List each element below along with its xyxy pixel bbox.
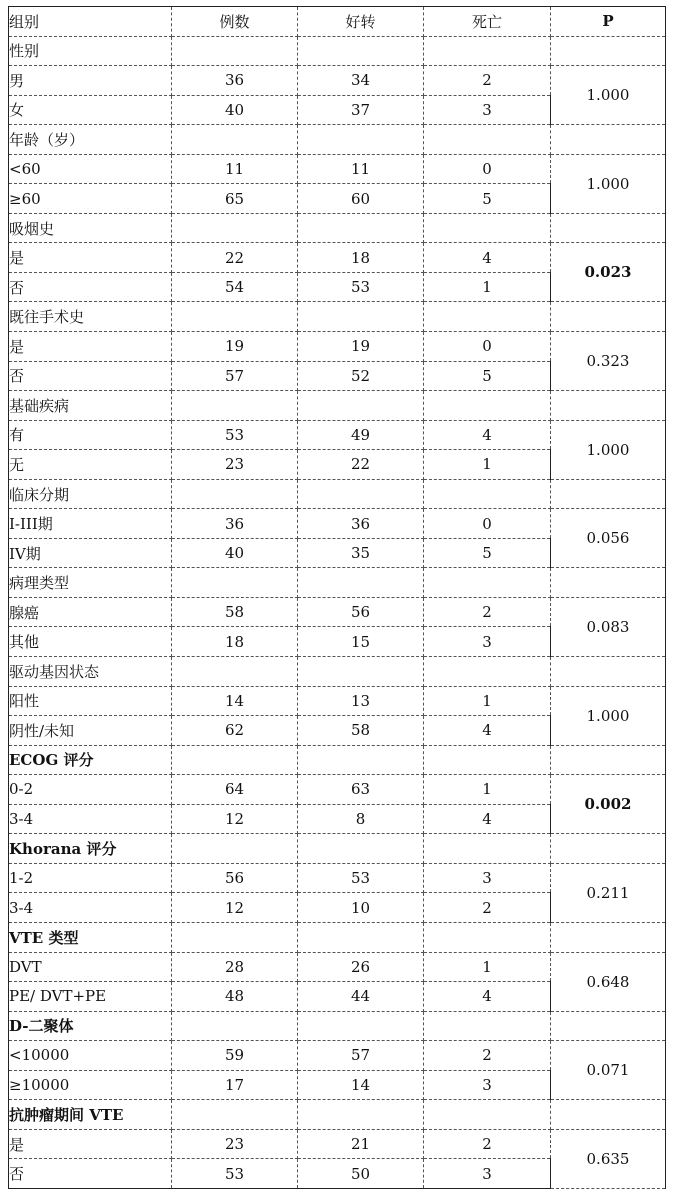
improved-cell: 22 [298, 450, 424, 480]
died-cell: 2 [424, 893, 551, 923]
subgroup-label: 3-4 [9, 804, 172, 834]
improved-cell: 34 [298, 66, 424, 96]
empty-cell [172, 213, 298, 243]
died-cell: 3 [424, 863, 551, 893]
empty-cell [298, 213, 424, 243]
died-cell: 5 [424, 361, 551, 391]
p-value: 0.635 [551, 1129, 666, 1188]
subgroup-label: 否 [9, 1159, 172, 1189]
cases-cell: 64 [172, 775, 298, 805]
header-died: 死亡 [424, 7, 551, 37]
cases-cell: 62 [172, 716, 298, 746]
category-row [9, 391, 666, 421]
died-cell: 2 [424, 66, 551, 96]
died-cell: 3 [424, 1070, 551, 1100]
cases-cell: 53 [172, 1159, 298, 1189]
cases-cell: 40 [172, 538, 298, 568]
p-value: 0.323 [551, 332, 666, 391]
category-row [9, 213, 666, 243]
category-row [9, 302, 666, 332]
p-value: 1.000 [551, 686, 666, 745]
subgroup-label: 是 [9, 1129, 172, 1159]
table-row [9, 597, 666, 627]
subgroup-label: 有 [9, 420, 172, 450]
subgroup-label: 腺癌 [9, 597, 172, 627]
empty-cell [424, 125, 551, 155]
empty-cell [424, 657, 551, 687]
table-row [9, 243, 666, 273]
subgroup-label: ≥10000 [9, 1070, 172, 1100]
category-label: ECOG 评分 [9, 745, 172, 775]
table-row [9, 863, 666, 893]
empty-cell [424, 922, 551, 952]
empty-cell [551, 36, 666, 66]
category-label: VTE 类型 [9, 922, 172, 952]
subgroup-label: 女 [9, 95, 172, 125]
p-value: 0.211 [551, 863, 666, 922]
subgroup-label: 1-2 [9, 863, 172, 893]
empty-cell [424, 36, 551, 66]
improved-cell: 11 [298, 154, 424, 184]
died-cell: 4 [424, 804, 551, 834]
category-row [9, 834, 666, 864]
table-row [9, 154, 666, 184]
empty-cell [424, 568, 551, 598]
died-cell: 3 [424, 95, 551, 125]
died-cell: 1 [424, 272, 551, 302]
category-label: 性别 [9, 36, 172, 66]
cases-cell: 53 [172, 420, 298, 450]
cases-cell: 18 [172, 627, 298, 657]
category-label: 病理类型 [9, 568, 172, 598]
empty-cell [172, 479, 298, 509]
empty-cell [551, 125, 666, 155]
cases-cell: 57 [172, 361, 298, 391]
improved-cell: 35 [298, 538, 424, 568]
category-label: 抗肿瘤期间 VTE [9, 1100, 172, 1130]
died-cell: 2 [424, 1129, 551, 1159]
p-value: 0.002 [551, 775, 666, 834]
empty-cell [298, 745, 424, 775]
empty-cell [172, 1100, 298, 1130]
subgroup-label: PE/ DVT+PE [9, 982, 172, 1012]
category-label: D-二聚体 [9, 1011, 172, 1041]
died-cell: 3 [424, 1159, 551, 1189]
died-cell: 0 [424, 154, 551, 184]
category-row [9, 36, 666, 66]
category-row [9, 1011, 666, 1041]
died-cell: 4 [424, 982, 551, 1012]
empty-cell [172, 745, 298, 775]
category-label: Khorana 评分 [9, 834, 172, 864]
header-group: 组别 [9, 7, 172, 37]
died-cell: 1 [424, 686, 551, 716]
header-p: P [551, 7, 666, 37]
empty-cell [551, 479, 666, 509]
results-table [8, 6, 666, 1189]
empty-cell [172, 568, 298, 598]
empty-cell [172, 834, 298, 864]
empty-cell [424, 479, 551, 509]
died-cell: 3 [424, 627, 551, 657]
subgroup-label: 0-2 [9, 775, 172, 805]
subgroup-label: IV期 [9, 538, 172, 568]
cases-cell: 23 [172, 1129, 298, 1159]
table-row [9, 775, 666, 805]
empty-cell [551, 568, 666, 598]
subgroup-label: 阴性/未知 [9, 716, 172, 746]
empty-cell [551, 657, 666, 687]
improved-cell: 13 [298, 686, 424, 716]
improved-cell: 63 [298, 775, 424, 805]
subgroup-label: 否 [9, 361, 172, 391]
improved-cell: 58 [298, 716, 424, 746]
died-cell: 1 [424, 775, 551, 805]
improved-cell: 52 [298, 361, 424, 391]
improved-cell: 60 [298, 184, 424, 214]
empty-cell [172, 125, 298, 155]
improved-cell: 37 [298, 95, 424, 125]
empty-cell [298, 834, 424, 864]
empty-cell [172, 36, 298, 66]
improved-cell: 49 [298, 420, 424, 450]
cases-cell: 12 [172, 893, 298, 923]
header-row [9, 7, 666, 37]
cases-cell: 28 [172, 952, 298, 982]
subgroup-label: 否 [9, 272, 172, 302]
table-body [9, 7, 666, 1189]
died-cell: 0 [424, 509, 551, 539]
died-cell: 4 [424, 716, 551, 746]
empty-cell [298, 657, 424, 687]
cases-cell: 14 [172, 686, 298, 716]
cases-cell: 36 [172, 66, 298, 96]
cases-cell: 12 [172, 804, 298, 834]
empty-cell [551, 834, 666, 864]
table-row [9, 420, 666, 450]
empty-cell [551, 213, 666, 243]
cases-cell: 48 [172, 982, 298, 1012]
p-value: 0.083 [551, 597, 666, 656]
died-cell: 1 [424, 450, 551, 480]
improved-cell: 53 [298, 272, 424, 302]
empty-cell [298, 1011, 424, 1041]
improved-cell: 44 [298, 982, 424, 1012]
subgroup-label: 是 [9, 332, 172, 362]
improved-cell: 53 [298, 863, 424, 893]
cases-cell: 65 [172, 184, 298, 214]
improved-cell: 57 [298, 1041, 424, 1071]
empty-cell [424, 391, 551, 421]
empty-cell [424, 745, 551, 775]
p-value: 0.056 [551, 509, 666, 568]
category-label: 既往手术史 [9, 302, 172, 332]
table-row [9, 1129, 666, 1159]
category-label: 年龄（岁） [9, 125, 172, 155]
empty-cell [298, 302, 424, 332]
improved-cell: 19 [298, 332, 424, 362]
table-row [9, 952, 666, 982]
subgroup-label: DVT [9, 952, 172, 982]
improved-cell: 14 [298, 1070, 424, 1100]
improved-cell: 21 [298, 1129, 424, 1159]
cases-cell: 59 [172, 1041, 298, 1071]
p-value: 1.000 [551, 66, 666, 125]
empty-cell [172, 922, 298, 952]
subgroup-label: I-III期 [9, 509, 172, 539]
died-cell: 1 [424, 952, 551, 982]
cases-cell: 17 [172, 1070, 298, 1100]
empty-cell [172, 391, 298, 421]
subgroup-label: 是 [9, 243, 172, 273]
empty-cell [424, 1011, 551, 1041]
table-row [9, 1041, 666, 1071]
p-value: 0.648 [551, 952, 666, 1011]
subgroup-label: 无 [9, 450, 172, 480]
category-row [9, 922, 666, 952]
empty-cell [551, 922, 666, 952]
empty-cell [298, 1100, 424, 1130]
empty-cell [424, 1100, 551, 1130]
died-cell: 2 [424, 597, 551, 627]
empty-cell [551, 745, 666, 775]
cases-cell: 36 [172, 509, 298, 539]
died-cell: 4 [424, 420, 551, 450]
improved-cell: 50 [298, 1159, 424, 1189]
improved-cell: 15 [298, 627, 424, 657]
empty-cell [424, 302, 551, 332]
died-cell: 5 [424, 538, 551, 568]
subgroup-label: 男 [9, 66, 172, 96]
header-improved: 好转 [298, 7, 424, 37]
p-value: 0.071 [551, 1041, 666, 1100]
empty-cell [298, 922, 424, 952]
category-label: 驱动基因状态 [9, 657, 172, 687]
cases-cell: 19 [172, 332, 298, 362]
empty-cell [551, 391, 666, 421]
subgroup-label: 其他 [9, 627, 172, 657]
category-label: 基础疾病 [9, 391, 172, 421]
improved-cell: 8 [298, 804, 424, 834]
died-cell: 4 [424, 243, 551, 273]
empty-cell [551, 1011, 666, 1041]
cases-cell: 11 [172, 154, 298, 184]
table-row [9, 66, 666, 96]
empty-cell [298, 568, 424, 598]
subgroup-label: <60 [9, 154, 172, 184]
category-row [9, 568, 666, 598]
empty-cell [298, 36, 424, 66]
category-row [9, 479, 666, 509]
subgroup-label: 阳性 [9, 686, 172, 716]
died-cell: 2 [424, 1041, 551, 1071]
p-value: 0.023 [551, 243, 666, 302]
empty-cell [172, 1011, 298, 1041]
improved-cell: 10 [298, 893, 424, 923]
empty-cell [298, 125, 424, 155]
died-cell: 0 [424, 332, 551, 362]
cases-cell: 58 [172, 597, 298, 627]
subgroup-label: <10000 [9, 1041, 172, 1071]
cases-cell: 56 [172, 863, 298, 893]
improved-cell: 56 [298, 597, 424, 627]
cases-cell: 54 [172, 272, 298, 302]
category-row [9, 1100, 666, 1130]
empty-cell [172, 302, 298, 332]
subgroup-label: 3-4 [9, 893, 172, 923]
improved-cell: 36 [298, 509, 424, 539]
empty-cell [298, 479, 424, 509]
category-label: 临床分期 [9, 479, 172, 509]
empty-cell [298, 391, 424, 421]
category-row [9, 745, 666, 775]
p-value: 1.000 [551, 154, 666, 213]
p-value: 1.000 [551, 420, 666, 479]
cases-cell: 40 [172, 95, 298, 125]
empty-cell [172, 657, 298, 687]
subgroup-label: ≥60 [9, 184, 172, 214]
category-row [9, 125, 666, 155]
improved-cell: 18 [298, 243, 424, 273]
category-row [9, 657, 666, 687]
header-cases: 例数 [172, 7, 298, 37]
category-label: 吸烟史 [9, 213, 172, 243]
table-row [9, 686, 666, 716]
improved-cell: 26 [298, 952, 424, 982]
empty-cell [551, 1100, 666, 1130]
cases-cell: 22 [172, 243, 298, 273]
empty-cell [424, 213, 551, 243]
table-row [9, 509, 666, 539]
died-cell: 5 [424, 184, 551, 214]
empty-cell [551, 302, 666, 332]
empty-cell [424, 834, 551, 864]
cases-cell: 23 [172, 450, 298, 480]
table-row [9, 332, 666, 362]
